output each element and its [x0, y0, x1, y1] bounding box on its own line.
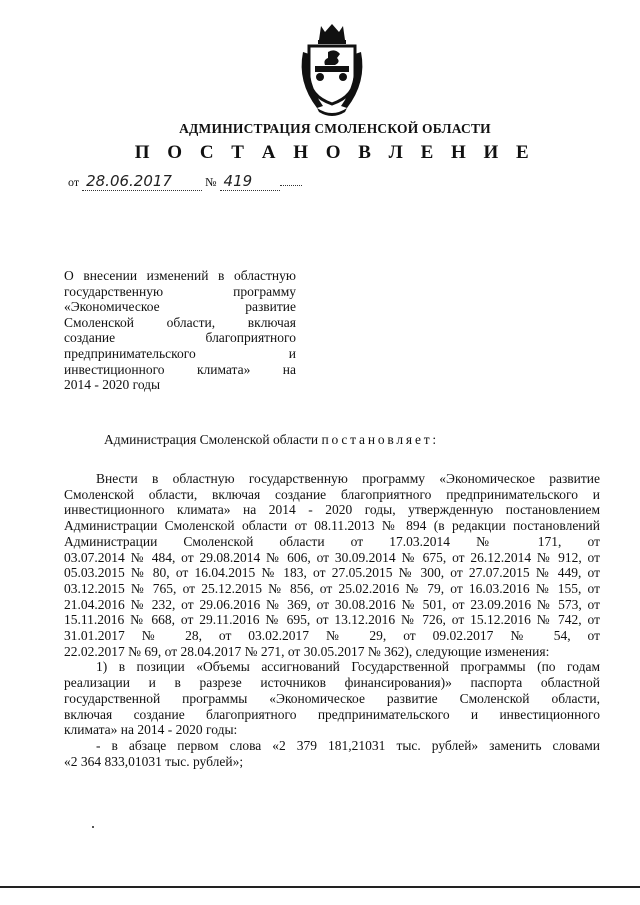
subject-line: О внесении изменений в областную — [64, 268, 296, 283]
subject-line: Смоленской области, включая — [64, 314, 296, 330]
scan-speck — [92, 826, 94, 828]
document-title: П О С Т А Н О В Л Е Н И Е — [134, 142, 536, 163]
body-line: 03.12.2015 № 765, от 25.12.2015 № 856, от 25.02.2016 № 79, от 16.03.2016 № 155, от — [64, 580, 600, 596]
body-line: 1) в позиции «Объемы ассигнований Государственной программы (по годам — [96, 659, 600, 675]
subject-line: «Экономическое развитие — [64, 299, 296, 315]
subject-line: инвестиционного климата» на — [64, 361, 296, 377]
resolution-body — [64, 471, 600, 769]
smolensk-coat-of-arms-icon — [295, 22, 369, 118]
subject-line: создание благоприятного — [64, 330, 296, 346]
body-line: 22.02.2017 № 69, от 28.04.2017 № 271, от 30.05.2017 № 362), следующие изменения: — [64, 643, 550, 659]
body-line: Администрации Смоленской области от 08.11.2013 № 894 (в редакции постановлений — [64, 518, 600, 534]
body-line: Внести в областную государственную программу «Экономическое развитие — [96, 471, 600, 486]
body-line: 31.01.2017 № 28, от 03.02.2017 № 29, от 09.02.2017 № 54, от — [64, 628, 600, 644]
body-line: инвестиционного климата» на 2014 - 2020 годы, утвержденную постановлением — [64, 502, 600, 518]
date-prefix: от — [68, 175, 80, 189]
date-value: 28.06.2017 — [82, 172, 202, 191]
body-line: Смоленской области, включая создание благоприятного предпринимательского и — [64, 486, 600, 502]
underline-tail — [280, 185, 302, 186]
preamble — [104, 432, 439, 448]
preamble-resolves: постановляет: — [321, 432, 439, 447]
body-line: государственной программы «Экономическое развитие Смоленской области, — [64, 690, 600, 706]
body-line: - в абзаце первом слова «2 379 181,21031 тыс. рублей» заменить словами — [96, 737, 600, 753]
body-line: климата» на 2014 - 2020 годы: — [64, 722, 238, 738]
document-subject — [64, 268, 296, 393]
body-line: Администрации Смоленской области от 17.03.2014 № 171, от — [64, 533, 600, 549]
subject-line: государственную программу — [64, 283, 296, 299]
number-value: 419 — [220, 172, 280, 191]
body-line: 21.04.2016 № 232, от 29.06.2016 № 369, от 30.08.2016 № 501, от 23.09.2016 № 573, от — [64, 596, 600, 612]
preamble-text: Администрация Смоленской области — [104, 432, 322, 447]
body-line: 05.03.2015 № 80, от 16.04.2015 № 183, от 27.05.2015 № 300, от 27.07.2015 № 449, от — [64, 565, 600, 581]
body-line: «2 364 833,01031 тыс. рублей»; — [64, 753, 244, 769]
body-line: включая создание благоприятного предпринимательского и инвестиционного — [64, 706, 600, 722]
body-line: 15.11.2016 № 668, от 29.11.2016 № 695, от 13.12.2016 № 726, от 15.12.2016 № 742, от — [64, 612, 600, 628]
body-line: 03.07.2014 № 484, от 29.08.2014 № 606, от 30.09.2014 № 675, от 26.12.2014 № 912, от — [64, 549, 600, 565]
number-prefix: № — [205, 175, 217, 189]
page-bottom-rule — [0, 886, 640, 888]
body-line: реализации и в разрезе источников финансирования)» паспорта областной — [64, 675, 600, 691]
date-number-line — [68, 172, 302, 191]
subject-line: предпринимательского и — [64, 345, 296, 361]
subject-line: 2014 - 2020 годы — [64, 377, 161, 393]
organization-name: АДМИНИСТРАЦИЯ СМОЛЕНСКОЙ ОБЛАСТИ — [179, 121, 491, 136]
